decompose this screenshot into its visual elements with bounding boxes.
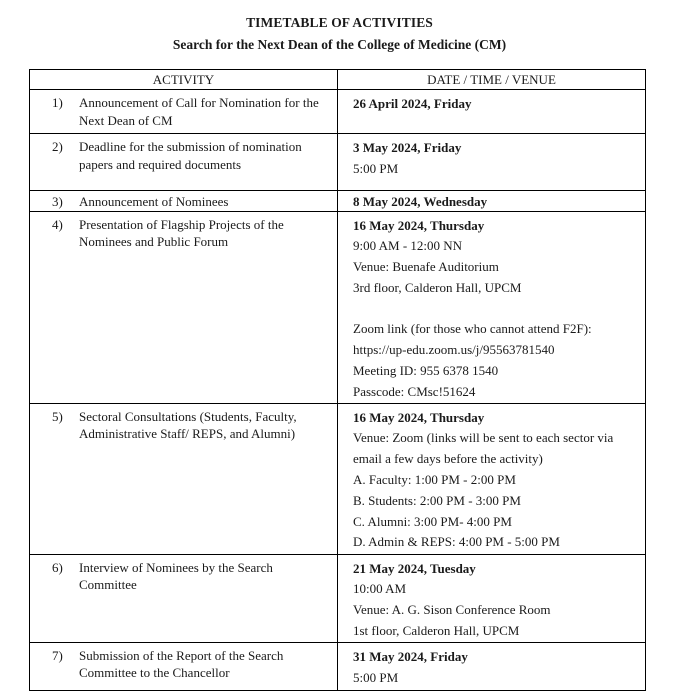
activity-cell — [30, 134, 338, 191]
activity-date: 8 May 2024, Wednesday — [353, 194, 488, 209]
meeting-id: Meeting ID: 955 6378 1540 — [353, 363, 499, 379]
activity-cell — [30, 642, 338, 690]
page-title: TIMETABLE OF ACTIVITIES — [246, 15, 433, 30]
activity-number: 2) — [52, 139, 63, 154]
table-row — [30, 554, 646, 642]
activity-text: Presentation of Flagship Projects of the Nominees and Public Forum — [79, 216, 284, 249]
schedule-students: B. Students: 2:00 PM - 3:00 PM — [353, 492, 521, 508]
table-row — [30, 191, 646, 212]
table-row — [30, 90, 646, 134]
venue-line: Venue: A. G. Sison Conference Room — [353, 602, 551, 618]
timetable — [29, 69, 646, 691]
activity-text: Deadline for the submission of nomination papers and required documents — [79, 139, 302, 172]
page-subtitle: Search for the Next Dean of the College of Medicine (CM) — [172, 37, 507, 52]
column-header-activity: ACTIVITY — [30, 70, 338, 90]
activity-text: Sectoral Consultations (Students, Faculty, Administrative Staff/ REPS, and Alumni) — [79, 408, 297, 442]
details-cell — [338, 134, 646, 191]
activity-time: 5:00 PM — [353, 160, 399, 176]
activity-time: 9:00 AM - 12:00 NN — [353, 238, 463, 254]
venue-location: 1st floor, Calderon Hall, UPCM — [353, 623, 520, 639]
activity-number: 1) — [52, 95, 63, 110]
spacer — [353, 299, 639, 320]
activity-date: 16 May 2024, Thursday — [353, 409, 485, 425]
activity-date: 3 May 2024, Friday — [353, 140, 462, 155]
details-cell — [338, 90, 646, 134]
activity-date: 16 May 2024, Thursday — [353, 217, 485, 233]
activity-cell — [30, 191, 338, 212]
activity-number: 3) — [52, 194, 63, 209]
activity-cell — [30, 211, 338, 403]
activity-text: Announcement of Call for Nomination for the Next Dean of CM — [79, 95, 319, 128]
table-row — [30, 403, 646, 554]
activity-cell — [30, 90, 338, 134]
schedule-admin-reps: D. Admin & REPS: 4:00 PM - 5:00 PM — [353, 534, 560, 550]
activity-text: Announcement of Nominees — [79, 194, 229, 209]
header-row — [30, 70, 646, 90]
zoom-link-url[interactable]: https://up-edu.zoom.us/j/95563781540 — [353, 342, 555, 358]
activity-text: Interview of Nominees by the Search Committee — [79, 559, 273, 593]
activity-number: 4) — [52, 216, 63, 232]
zoom-link-label: Zoom link (for those who cannot attend F2F): — [353, 321, 592, 337]
details-cell — [338, 403, 646, 554]
activity-date: 21 May 2024, Tuesday — [353, 560, 476, 576]
details-cell — [338, 211, 646, 403]
venue-line: Venue: Zoom (links will be sent to each sector via email a few days before the activity) — [353, 430, 614, 467]
venue-location: 3rd floor, Calderon Hall, UPCM — [353, 279, 522, 295]
activity-number: 5) — [52, 408, 63, 424]
activity-date: 31 May 2024, Friday — [353, 648, 468, 664]
details-cell — [338, 191, 646, 212]
table-row — [30, 134, 646, 191]
details-cell — [338, 554, 646, 642]
activity-date: 26 April 2024, Friday — [353, 96, 472, 111]
activity-number: 7) — [52, 647, 63, 663]
activity-cell — [30, 554, 338, 642]
details-cell — [338, 642, 646, 690]
activity-time: 10:00 AM — [353, 581, 407, 597]
table-row — [30, 642, 646, 690]
activity-number: 6) — [52, 559, 63, 575]
passcode: Passcode: CMsc!51624 — [353, 383, 476, 399]
activity-time: 5:00 PM — [353, 669, 399, 685]
column-header-details: DATE / TIME / VENUE — [338, 70, 646, 90]
venue-line: Venue: Buenafe Auditorium — [353, 259, 499, 275]
activity-text: Submission of the Report of the Search Committee to the Chancellor — [79, 647, 284, 681]
schedule-alumni: C. Alumni: 3:00 PM- 4:00 PM — [353, 513, 512, 529]
table-row — [30, 211, 646, 403]
schedule-faculty: A. Faculty: 1:00 PM - 2:00 PM — [353, 472, 516, 488]
activity-cell — [30, 403, 338, 554]
